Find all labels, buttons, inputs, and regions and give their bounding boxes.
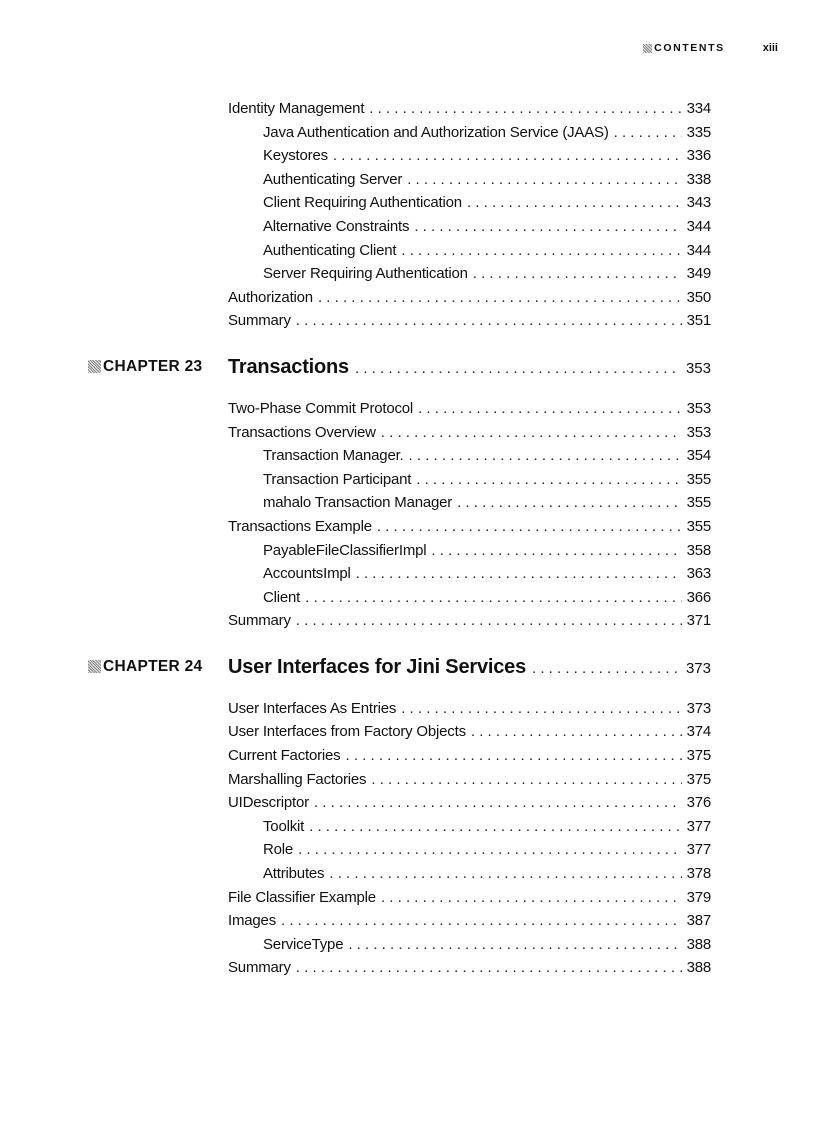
dot-leader <box>381 886 682 910</box>
entry-title: Two-Phase Commit Protocol <box>228 399 414 417</box>
header-label: CONTENTS <box>654 42 725 54</box>
toc-subentry[interactable] <box>263 491 711 515</box>
chapter-ornament-icon <box>88 660 101 673</box>
entry-title: User Interfaces As Entries <box>228 699 397 717</box>
toc-subentry[interactable] <box>263 215 711 239</box>
chapter-label <box>88 647 202 687</box>
entry-page-number: 353 <box>686 399 711 417</box>
entry-title: Transaction Participant <box>263 470 412 488</box>
entry-title: Authenticating Server <box>263 170 403 188</box>
toc-subentry[interactable] <box>263 468 711 492</box>
dot-leader <box>471 720 682 744</box>
dot-leader <box>345 744 681 768</box>
toc-subentry[interactable] <box>263 121 711 145</box>
dot-leader <box>416 468 681 492</box>
chapter-heading[interactable] <box>0 647 816 687</box>
dot-leader <box>409 444 682 468</box>
entry-page-number: 343 <box>686 194 711 212</box>
entry-page-number: 377 <box>686 841 711 859</box>
chapter-title: User Interfaces for Jini Services <box>228 655 526 678</box>
toc-entry[interactable] <box>228 397 711 421</box>
dot-leader <box>377 515 682 539</box>
entry-title: Attributes <box>263 865 325 883</box>
toc-subentry[interactable] <box>263 862 711 886</box>
toc-entry[interactable] <box>228 286 711 310</box>
dot-leader <box>418 397 681 421</box>
toc-subentry[interactable] <box>263 168 711 192</box>
entry-title: Toolkit <box>263 817 305 835</box>
dot-leader <box>356 562 682 586</box>
toc-entry[interactable] <box>228 768 711 792</box>
entry-page-number: 336 <box>686 147 711 165</box>
toc-entry[interactable] <box>228 609 711 633</box>
dot-leader <box>401 239 681 263</box>
table-of-contents <box>0 97 816 980</box>
dot-leader <box>314 791 682 815</box>
dot-leader <box>333 144 682 168</box>
toc-subentry[interactable] <box>263 444 711 468</box>
entry-page-number: 350 <box>686 288 711 306</box>
entry-page-number: 353 <box>686 423 711 441</box>
entry-title: Client Requiring Authentication <box>263 194 462 212</box>
dot-leader <box>457 491 681 515</box>
entry-title: Java Authentication and Authorization Service (JAAS) <box>263 123 609 141</box>
toc-subentry[interactable] <box>263 815 711 839</box>
dot-leader <box>407 168 681 192</box>
entry-title: Summary <box>228 312 291 330</box>
entry-page-number: 387 <box>686 912 711 930</box>
entry-title: Transactions Overview <box>228 423 376 441</box>
entry-page-number: 373 <box>686 699 711 717</box>
toc-entry[interactable] <box>228 956 711 980</box>
header-page-number: xiii <box>762 42 778 54</box>
toc-subentry[interactable] <box>263 144 711 168</box>
toc-subentry[interactable] <box>263 562 711 586</box>
dot-leader <box>318 286 682 310</box>
dot-leader <box>614 121 682 145</box>
entry-title: Summary <box>228 959 291 977</box>
chapter-label <box>88 347 202 387</box>
dot-leader <box>414 215 681 239</box>
toc-entry[interactable] <box>228 909 711 933</box>
entry-title: UIDescriptor <box>228 794 309 812</box>
entry-page-number: 376 <box>686 794 711 812</box>
chapter-page-number: 373 <box>685 659 711 677</box>
entry-title: Marshalling Factories <box>228 770 367 788</box>
toc-entry[interactable] <box>228 309 711 333</box>
dot-leader <box>296 309 682 333</box>
entry-page-number: 355 <box>686 494 711 512</box>
entry-page-number: 388 <box>686 935 711 953</box>
entry-page-number: 355 <box>686 470 711 488</box>
dot-leader <box>401 697 681 721</box>
entry-title: Summary <box>228 612 291 630</box>
dot-leader <box>329 862 681 886</box>
toc-entry[interactable] <box>228 791 711 815</box>
toc-entry[interactable] <box>228 744 711 768</box>
toc-entry[interactable] <box>228 97 711 121</box>
entry-title: Authenticating Client <box>263 241 397 259</box>
entry-page-number: 344 <box>686 217 711 235</box>
dot-leader <box>355 349 681 389</box>
entry-page-number: 358 <box>686 541 711 559</box>
entry-page-number: 363 <box>686 565 711 583</box>
chapter-ornament-icon <box>88 360 101 373</box>
entry-page-number: 379 <box>686 888 711 906</box>
dot-leader <box>298 838 682 862</box>
header-ornament-icon <box>643 44 652 53</box>
entry-page-number: 377 <box>686 817 711 835</box>
entry-page-number: 388 <box>686 959 711 977</box>
entry-page-number: 354 <box>686 447 711 465</box>
entry-page-number: 338 <box>686 170 711 188</box>
entry-page-number: 375 <box>686 747 711 765</box>
dot-leader <box>371 768 681 792</box>
chapter-title: Transactions <box>228 355 349 378</box>
entry-page-number: 349 <box>686 265 711 283</box>
running-header <box>643 42 778 54</box>
entry-page-number: 355 <box>686 517 711 535</box>
toc-entry[interactable] <box>228 515 711 539</box>
dot-leader <box>305 586 681 610</box>
chapter-page-number: 353 <box>685 359 711 377</box>
toc-subentry[interactable] <box>263 239 711 263</box>
dot-leader <box>431 539 681 563</box>
dot-leader <box>296 956 682 980</box>
toc-entry[interactable] <box>228 720 711 744</box>
entry-title: AccountsImpl <box>263 565 351 583</box>
entry-page-number: 371 <box>686 612 711 630</box>
entry-title: Transactions Example <box>228 517 372 535</box>
entry-title: Images <box>228 912 276 930</box>
dot-leader <box>348 933 681 957</box>
chapter-heading[interactable] <box>0 347 816 387</box>
entry-title: Authorization <box>228 288 313 306</box>
entry-title: Role <box>263 841 294 859</box>
toc-entry[interactable] <box>228 697 711 721</box>
entry-page-number: 366 <box>686 588 711 606</box>
entry-title: Server Requiring Authentication <box>263 265 468 283</box>
dot-leader <box>532 649 681 689</box>
dot-leader <box>381 421 682 445</box>
chapter-number: CHAPTER 24 <box>103 657 203 675</box>
toc-subentry[interactable] <box>263 838 711 862</box>
entry-page-number: 378 <box>686 865 711 883</box>
entry-page-number: 351 <box>686 312 711 330</box>
chapter-number: CHAPTER 23 <box>103 357 203 375</box>
dot-leader <box>296 609 682 633</box>
entry-title: Current Factories <box>228 747 341 765</box>
toc-subentry[interactable] <box>263 191 711 215</box>
toc-subentry[interactable] <box>263 539 711 563</box>
entry-title: File Classifier Example <box>228 888 376 906</box>
toc-subentry[interactable] <box>263 933 711 957</box>
entry-title: User Interfaces from Factory Objects <box>228 723 466 741</box>
entry-page-number: 344 <box>686 241 711 259</box>
entry-title: mahalo Transaction Manager <box>263 494 453 512</box>
dot-leader <box>467 191 682 215</box>
dot-leader <box>369 97 681 121</box>
entry-title: Transaction Manager. <box>263 447 404 465</box>
toc-subentry[interactable] <box>263 586 711 610</box>
entry-page-number: 374 <box>686 723 711 741</box>
entry-page-number: 335 <box>686 123 711 141</box>
entry-title: PayableFileClassifierImpl <box>263 541 427 559</box>
dot-leader <box>281 909 682 933</box>
entry-title: ServiceType <box>263 935 344 953</box>
dot-leader <box>309 815 681 839</box>
toc-subentry[interactable] <box>263 262 711 286</box>
toc-entry[interactable] <box>228 421 711 445</box>
dot-leader <box>473 262 682 286</box>
entry-title: Alternative Constraints <box>263 217 410 235</box>
entry-page-number: 334 <box>686 100 711 117</box>
entry-title: Identity Management <box>228 100 365 117</box>
entry-title: Client <box>263 588 301 606</box>
toc-entry[interactable] <box>228 886 711 910</box>
entry-page-number: 375 <box>686 770 711 788</box>
entry-title: Keystores <box>263 147 328 165</box>
